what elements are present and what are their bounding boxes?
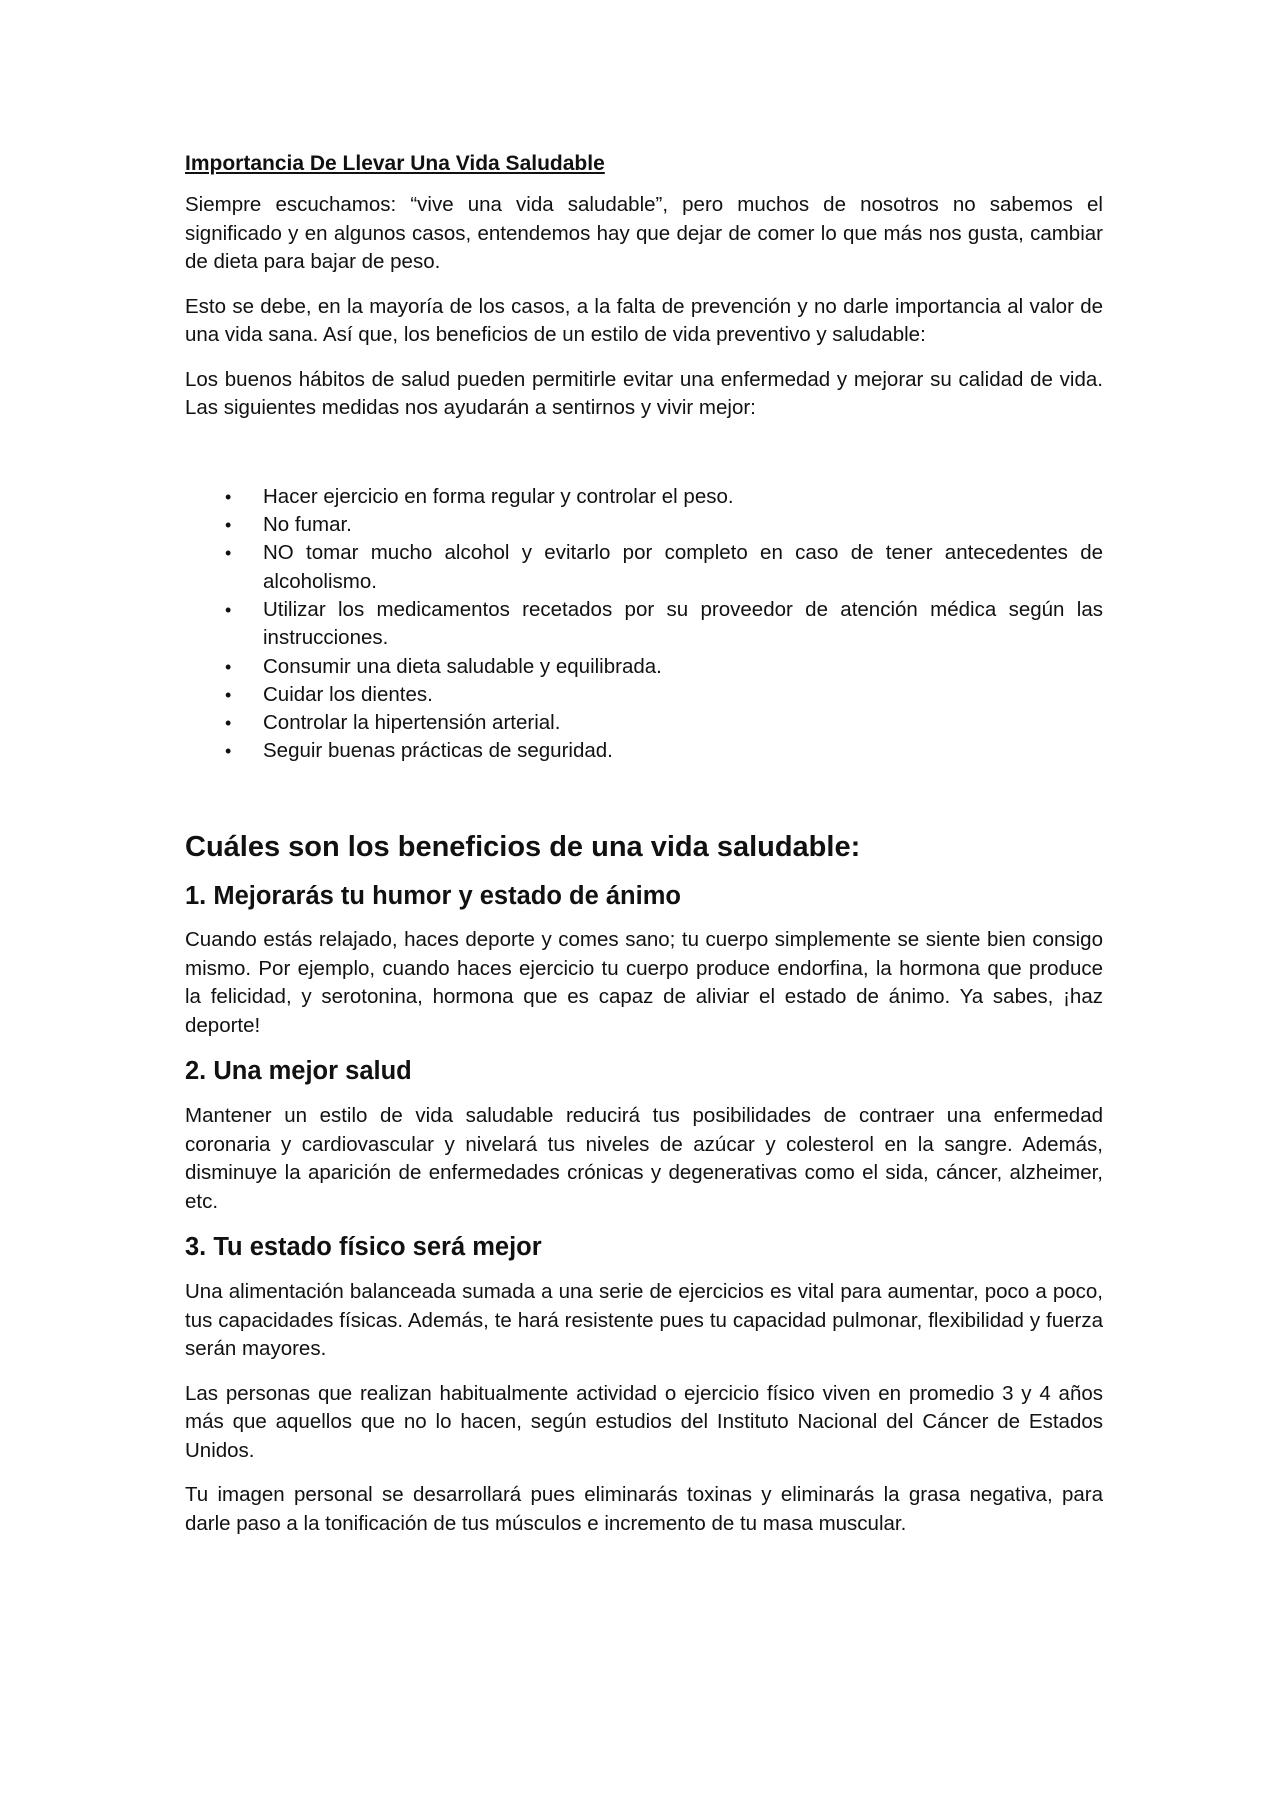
list-item: • No fumar. [185, 511, 1103, 539]
section-paragraph: Las personas que realizan habitualmente actividad o ejercicio físico viven en promedio 3 y 4 años más que aquellos que no lo hacen, según estudios del Instituto Nacional del Cáncer de Estados Unidos. [185, 1381, 1103, 1462]
bullet-icon: • [225, 656, 232, 677]
section-heading-health: 2. Una mejor salud [185, 1057, 412, 1086]
section-paragraph: Una alimentación balanceada sumada a una serie de ejercicios es vital para aumentar, poco a poco, tus capacidades físicas. Además, te hará resistente pues tu capacidad pulmonar, flexibilidad y fuerza serán mayores. [185, 1280, 1103, 1361]
bullet-icon: • [225, 486, 232, 507]
section-heading-mood: 1. Mejorarás tu humor y estado de ánimo [185, 881, 681, 910]
bullet-icon: • [225, 713, 232, 734]
document-title: Importancia De Llevar Una Vida Saludable [185, 152, 605, 175]
section-paragraph: Cuando estás relajado, haces deporte y comes sano; tu cuerpo simplemente se siente bien consigo mismo. Por ejemplo, cuando haces ejercicio tu cuerpo produce endorfina, la hormona que produce la felicidad, y serotonina, hormona que es capaz de aliviar el estado de ánimo. Ya sabes, ¡haz deporte! [185, 928, 1103, 1037]
list-item: • Hacer ejercicio en forma regular y controlar el peso. [185, 483, 1103, 511]
bullet-icon: • [225, 684, 232, 705]
bullet-icon: • [225, 599, 232, 620]
healthy-habits-list [185, 483, 1103, 766]
list-item: • NO tomar mucho alcohol y evitarlo por completo en caso de tener antecedentes de alcoholismo. [225, 541, 1103, 593]
section-heading-fitness: 3. Tu estado físico será mejor [185, 1233, 542, 1262]
bullet-icon: • [225, 543, 232, 564]
intro-paragraph-3: Los buenos hábitos de salud pueden permitirle evitar una enfermedad y mejorar su calidad de vida. Las siguientes medidas nos ayudarán a sentirnos y vivir mejor: [185, 367, 1103, 420]
bullet-icon: • [225, 515, 232, 536]
intro-paragraph-1: Siempre escuchamos: “vive una vida saludable”, pero muchos de nosotros no sabemos el significado y en algunos casos, entendemos hay que dejar de comer lo que más nos gusta, cambiar de dieta para bajar de peso. [185, 193, 1103, 274]
benefits-heading: Cuáles son los beneficios de una vida saludable: [185, 830, 861, 863]
document-page [185, 150, 1103, 1554]
bullet-icon: • [225, 741, 232, 762]
list-item: • Seguir buenas prácticas de seguridad. [185, 737, 1103, 765]
intro-paragraph-2: Esto se debe, en la mayoría de los casos, a la falta de prevención y no darle importancia al valor de una vida sana. Así que, los beneficios de un estilo de vida preventivo y saludable: [185, 294, 1103, 347]
list-item: • Consumir una dieta saludable y equilibrada. [185, 653, 1103, 681]
section-paragraph: Tu imagen personal se desarrollará pues eliminarás toxinas y eliminarás la grasa negativa, para darle paso a la tonificación de tus músculos e incremento de tu masa muscular. [185, 1483, 1103, 1535]
section-paragraph: Mantener un estilo de vida saludable reducirá tus posibilidades de contraer una enfermedad coronaria y cardiovascular y nivelará tus niveles de azúcar y colesterol en la sangre. Además, disminuye la aparición de enfermedades crónicas y degenerativas como el sida, cáncer, alzheimer, etc. [185, 1104, 1103, 1213]
list-item: • Utilizar los medicamentos recetados por su proveedor de atención médica según las instrucciones. [225, 597, 1103, 650]
list-item: • Controlar la hipertensión arterial. [185, 709, 1103, 737]
list-item: • Cuidar los dientes. [185, 681, 1103, 709]
